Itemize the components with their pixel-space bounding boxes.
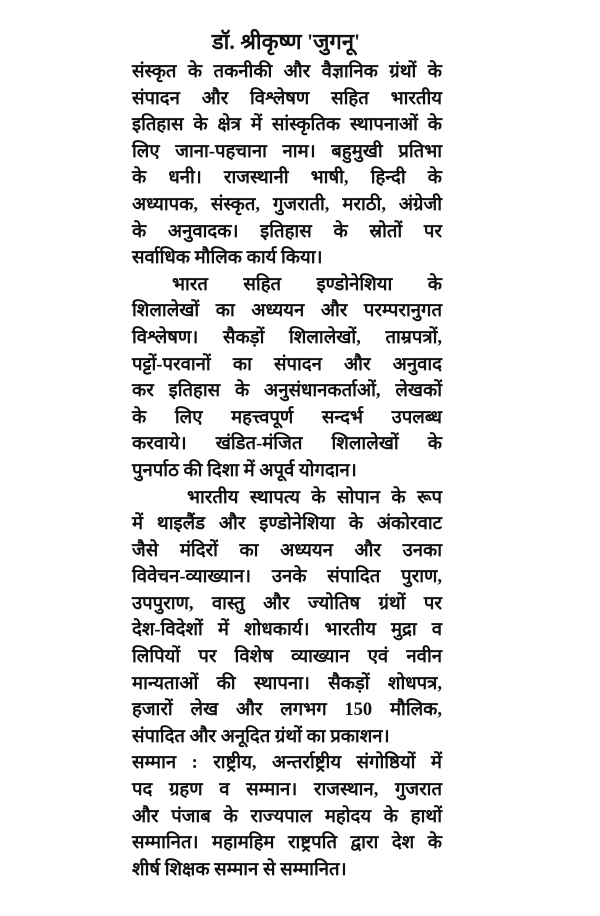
text-line: भारत सहित इण्डोनेशिया के — [172, 274, 442, 295]
text-line: पद ग्रहण व सम्मान। राजस्थान, गुजरात — [132, 780, 442, 801]
text-line: भारतीय स्थापत्य के सोपान के रूप — [187, 487, 442, 508]
text-line: शीर्ष शिक्षक सम्मान से सम्मानित। — [132, 859, 347, 880]
text-line: कर इतिहास के अनुसंधानकर्ताओं, लेखकों — [132, 381, 442, 402]
text-line: अध्यापक, संस्कृत, गुजराती, मराठी, अंग्रेजी — [132, 194, 442, 215]
text-line: जैसे मंदिरों का अध्ययन और उनका — [132, 540, 442, 561]
text-line: पुनर्पाठ की दिशा में अपूर्व योगदान। — [132, 460, 357, 481]
text-line: इतिहास के क्षेत्र में सांस्कृतिक स्थापनाओं के — [132, 115, 442, 136]
text-line: विश्लेषण। सैकड़ों शिलालेखों, ताम्रपत्रों, — [132, 327, 442, 348]
author-title: डॉ. श्रीकृष्ण 'जुगनू' — [211, 29, 361, 54]
paragraph-honours — [132, 750, 442, 883]
text-line: के अनुवादक। इतिहास के स्रोतों पर — [132, 221, 442, 242]
text-line: के धनी। राजस्थानी भाषी, हिन्दी के — [132, 168, 442, 189]
text-line: विवेचन-व्याख्यान। उनके संपादित पुराण, — [132, 567, 442, 588]
text-line: में थाइलैंड और इण्डोनेशिया के अंकोरवाट — [132, 514, 442, 535]
text-line: सम्मानित। महामहिम राष्ट्रपति द्वारा देश के — [132, 833, 442, 854]
text-line: और पंजाब के राज्यपाल महोदय के हाथों — [132, 806, 442, 827]
text-line: के लिए महत्त्वपूर्ण सन्दर्भ उपलब्ध — [132, 407, 442, 428]
text-line: लिए जाना-पहचाना नाम। बहुमुखी प्रतिभा — [132, 141, 442, 162]
text-line: सर्वाधिक मौलिक कार्य किया। — [132, 248, 323, 269]
text-line: संपादित और अनूदित ग्रंथों का प्रकाशन। — [132, 726, 390, 747]
text-line: पट्टों-परवानों का संपादन और अनुवाद — [132, 354, 442, 375]
biography-text — [132, 59, 442, 883]
text-line: शिलालेखों का अध्ययन और परम्परानुगत — [132, 301, 442, 322]
text-line: देश-विदेशों में शोधकार्य। भारतीय मुद्रा व — [132, 620, 442, 641]
paragraph-1 — [132, 59, 442, 272]
text-line: संस्कृत के तकनीकी और वैज्ञानिक ग्रंथों के — [132, 62, 442, 82]
text-line: मान्यताओं की स्थापना। सैकड़ों शोधपत्र, — [132, 673, 442, 694]
paragraph-3 — [132, 485, 442, 751]
text-line: उपपुराण, वास्तु और ज्योतिष ग्रंथों पर — [132, 593, 442, 614]
text-line: सम्मान : राष्ट्रीय, अन्तर्राष्ट्रीय संगोष्ठियों में — [132, 753, 442, 774]
text-line: संपादन और विश्लेषण सहित भारतीय — [132, 88, 442, 109]
text-line: हजारों लेख और लगभग 150 मौलिक, — [132, 700, 442, 721]
text-line: लिपियों पर विशेष व्याख्यान एवं नवीन — [132, 647, 442, 668]
paragraph-2 — [132, 272, 442, 485]
text-line: करवाये। खंडित-मंजित शिलालेखों के — [132, 434, 442, 455]
